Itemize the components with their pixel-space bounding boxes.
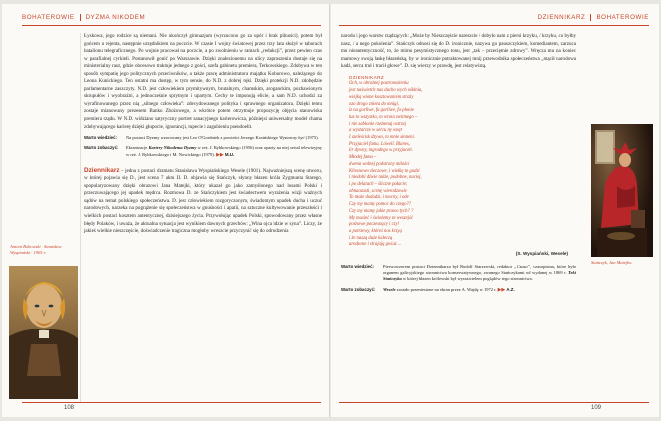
film-title: Kariery Nikodema Dyzmy [148, 145, 197, 151]
poem-line: i po delatach – śliczne pałacie; [349, 181, 408, 187]
page-number: 109 [590, 405, 601, 411]
see-also-text: Na postaci Dyzmy wzorowany jest Leo O'Gordniek z powieści Jerzego Kosińskiego Wystarczy być (1975). [126, 135, 319, 141]
poem-line: Młodej fama – [349, 155, 377, 161]
poem-line: Przyjaciel fama. Lówell. Blanes, [349, 141, 410, 147]
portrait-caption: Antoni Bobowski · Stanisław Wyspiański · 1905 r. [10, 244, 62, 255]
portrait-image [9, 266, 78, 399]
book-title: Wystarczy być [279, 135, 305, 141]
see-also-text: Pierwowzorem postaci Dziennikarza był Rudolf Starzewski, redaktor „Czasu”, czasopisma, które było organem galicyjskiego stronnictwa konserwatywnego, zwanego Stańczykami od wydanej w 1869 r. Teki Stańczyka w której błazen królewski był wyrazicielem poglądów tego stronnictwa. [383, 264, 577, 282]
author-arrow-icon: ▶▶ [497, 286, 506, 293]
poem-line: Och, w obrożnej postronozieniu [349, 81, 409, 87]
portrait-illustration [9, 266, 78, 399]
poem-line: lir dywny, ingradego w przyjaceń. [349, 148, 413, 154]
see-also-film-row [84, 145, 322, 157]
poem-line: i niedobi dźwie także, podobne, nuciej, [349, 175, 422, 181]
poem-line: Kliesnowo zieczowe, i wielkę to godzi [349, 168, 420, 174]
poem-line: Czy my mamy jakie prawo tych? ? [349, 208, 414, 214]
poem-line: pośnowe poczesnący i czy! [349, 222, 400, 228]
see-also-row [341, 264, 576, 283]
right-running-head [538, 14, 649, 24]
right-main-column [341, 33, 576, 293]
running-head-section: BOHATEROWIE [22, 14, 75, 22]
poem-line: wiejką wione kosztowaniem straży [349, 94, 414, 100]
poem-line: I szeleścisk dzywo, to mnie słoneni. [349, 135, 416, 141]
poem-excerpt [349, 75, 576, 249]
see-also-film-row [341, 287, 576, 293]
left-page [2, 4, 329, 417]
left-main-column [84, 33, 322, 236]
poem-attribution: (S. Wyspiański, Wesele) [515, 251, 568, 257]
see-also-text: Ekranizacje Kariery Nikodema Dyzmy w reż. J. Rybkowskiego (1956) oraz oparty na niej serial telewizyjny w reż. J. Rybkowskiego i M. Nowickiego (1979). ▶▶ M.U. [126, 145, 323, 158]
see-also-label: Warto wiedzieć: [341, 264, 375, 270]
poem-line: i że naszą duże kaleczą [349, 235, 393, 241]
entry-body-continued: narodu i jego warstw rządzących: „Może by Nieszczęście nareszcie / dobyło nam z piersi krzyku, / krzyku, co byłby nasz, / a nego pokolenia”. Stańczyk odnosi się do D. ironicznie, nazywa go pauszczykiem, komediantem, zarzuca mu nieautentyczność, to, że mimo pesymistycznego tonu, jest „tak – przeciętnie zdrowy”. Wręcza mu na koniec mamowy swoją laskę błazeńską, by w ironicznie potraktowanej mnij przewodnika społeczeństwa „mącił narodowa kadź, sercа truł i tracił głowe”. D. się wierzy w prawdę, jest relatywistą. [341, 33, 576, 70]
entry-body-text: Łyskowa, jego rodzice są niemani. Nie ukończył gimnazjum (wyrzucono go za upór i brak pilności), potem był gońcem u rejenta, następnie urzędnikiem na poczcie. W czasie I wojny światowej przez trzy lata służył w taborach batalionu telegraficznego. Po wojnie pracował na poczcie, a po zwolnieniu w ramach „redukcji”, przez pewien czas w parafialnej cyrkieli. Postanowił gonić po Warszawie. Dzięki znalezionemu na ulicy zaproszeniu dostaje się na ministerialny raut, gdzie obcesowo traktuje jednego z gości, szefa gabinetu premiera, Terkowskiego. Zdobywa w ten sposób sympatię jego politycznych przeciwników, a także pracę administratora majątku Koborowo, należącego do Leona Kunickiego. Ten ostatni ma dostęp, w tym sensie, do N.D. z dobrej ręki. Dzięki protekcji N.D. zdobędzie parlamentarne zaszczyty. N.D. jest człowiekiem prymitywnym, brutalnym, chamskim, aroganckim, pozbawionym skrupułów i wyobraźni, a jednocześnie sprytnym i upartym. Cechy te imponują elicie, a sam N.D. uchodzi za wyrafinowanego przez nią „silnego człowieka”: zdecydowanego polityka i sprawnego organizatora. Dzięki temu zostaje mianowany prezesem Banku Zbożowego, a wkrótce potem otrzymuje propozycję objęcia stanowiska premiera rządu. W N.D. widziano satyryczny portret sanacyjnego karierowicza, późniejsi uniwersalny model chama zdobywającego karierę dzięki głupocie, ignorancji, tupecie i zagubieniu pseudoelit. [84, 33, 322, 130]
painting-caption: Stańczyk, Jan Matejko. [591, 260, 633, 265]
poem-speaker: DZIENNIKARZ [349, 74, 385, 80]
author-arrow-icon: ▶▶ [216, 151, 224, 158]
poem-line: Czy my mamy pomoc do czego?? [349, 202, 412, 208]
entry2-body: Dziennikarz – jedna z postaci dramatu Stanisława Wyspiańskiego Wesele (1901). Najważniejszą scenę utworu, w której pojawia się D., jest scena 7 aktu II. D. objawia się Stańczyk, słynny błazen króla Zygmunta Starego, spopularyzowany dzięki obrazowi Jana Matejki, który ukazał go jako zamyślonego nad losami Polski i przeczuwającego jej upadek mędrca. Rozmowa D. ze Stańczykiem jest świadectwem wyrażenia wizji ważnych sądów na temat polskiego społeczeństwa. D. jest człowiekiem rozgoryczonym, świadomym upadek ducha i uczuć narodowych, narzeka na pogrążenie się społeczeństwa w gnuśności i apatii, na sztuczne kultywowanie przeszłości i wielkich postaci kosztem autentycznej, dzisiejszego życia. Przywołując upadek Polski, spowodowany przez własne błędy Polaków, i uważa, że aktualna sytuacja jest wynikiem dawnych grzechów: „Wina ojca idzie w syna”. Liczy, że jakieś wielkie nieszczęście, doświadczenie tragiczna mogłoby wreszcie przyczynić się do odrodzenia [84, 166, 322, 235]
running-head-section: BOHATEROWIE [596, 14, 649, 22]
see-also-label: Warto zobaczyć: [84, 145, 119, 151]
see-also-row [84, 135, 322, 141]
poem-line: i nie zabłonie rzeżmnaj ostrzej [349, 121, 407, 127]
painting-image [591, 124, 653, 257]
bottom-rule [22, 402, 321, 403]
left-running-head [22, 14, 145, 24]
see-also-label: Warto zobaczyć: [341, 286, 376, 292]
poem-line: obnaozasti, scenę wierodzowie [349, 188, 407, 194]
right-page [331, 4, 659, 417]
entry-headword: Dziennikarz [84, 166, 120, 174]
stanczyk-painting [591, 124, 653, 257]
poem-line: urodzone i strajają gwiaz ... [349, 242, 402, 248]
running-head-entry: DZIENNIKARZ [537, 14, 586, 22]
top-rule [22, 25, 321, 26]
see-also-label: Warto wiedzieć: [84, 135, 118, 141]
poem-line: a wystarcze w sercu ny wnęt [349, 128, 402, 134]
author-signature: A.Z. [506, 286, 515, 292]
bottom-rule [339, 402, 649, 403]
margin-rule [80, 33, 81, 403]
page-number: 108 [64, 405, 75, 411]
poem-line: iz na gorliwe, fa gorliwe, fa płonie [349, 108, 414, 114]
top-rule [339, 25, 649, 26]
author-signature: M.U. [224, 151, 235, 157]
film-title: Wesele [383, 286, 396, 292]
see-also-text: Wesele zostało przeniesione na ekran przez A. Wajdę w 1972 r. ▶▶ A.Z. [383, 286, 515, 293]
poem-line: My musieć i świeżemy ze weszejść [349, 215, 413, 221]
poem-line: a potrzewy, któreś nos krzyą [349, 228, 402, 234]
poem-line: tuz to wszystko, to wrota zwitmego – [349, 114, 418, 120]
poem-line: ozo drogo znieta do mnigi, [349, 101, 399, 107]
poem-line: dwena wolnej podstrony miłości [349, 161, 410, 167]
poem-line: jest naświetch nas ducho wych ośklnia, [349, 88, 423, 94]
poem-line: To może dodadzi, i mocny, i ode [349, 195, 409, 201]
poem-lines [349, 81, 576, 249]
running-head-entry: DYZMA NIKODEM [85, 14, 146, 22]
